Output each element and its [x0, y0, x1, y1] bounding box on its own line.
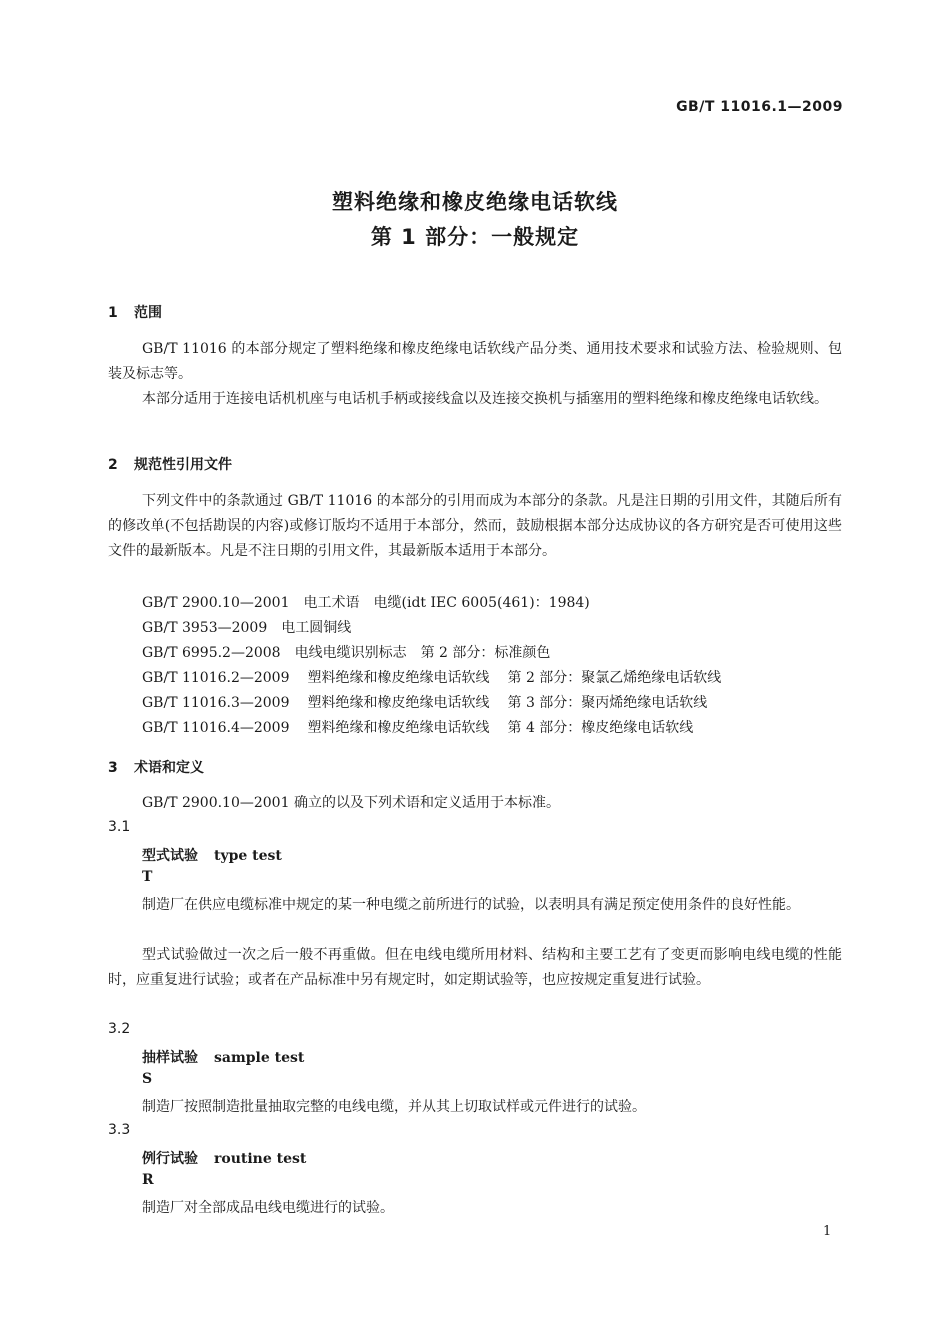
document-title: 塑料绝缘和橡皮绝缘电话软线 — [332, 190, 618, 214]
term-note: 型式试验做过一次之后一般不再重做。但在电线电缆所用材料、结构和主要工艺有了变更而影响电线电缆的性能时，应重复进行试验；或者在产品标准中另有规定时，如定期试验等，也应按规定重复进行试验。 — [108, 947, 842, 988]
section-heading-normative-references — [108, 454, 232, 474]
reference-title: 电工术语 — [303, 595, 360, 611]
reference-item — [142, 667, 721, 687]
term-zh: 例行试验 — [142, 1151, 198, 1167]
term-heading — [142, 1148, 306, 1168]
reference-code: GB/T 6995.2—2008 — [142, 645, 281, 661]
section-title: 术语和定义 — [134, 760, 204, 776]
section-heading-terms — [108, 757, 204, 777]
reference-item — [142, 692, 707, 712]
paragraph: 下列文件中的条款通过 GB/T 11016 的本部分的引用而成为本部分的条款。凡是注日期的引用文件，其随后所有的修改单(不包括勘误的内容)或修订版均不适用于本部分，然而，鼓励根据本部分达成协议的各方研究是否可使用这些文件的最新版本。凡是不注日期的引用文件，其最新版本适用于本部分。 — [108, 493, 842, 559]
page-number: 1 — [823, 1224, 832, 1239]
reference-item — [142, 642, 550, 662]
term-heading — [142, 1047, 304, 1067]
document-subtitle: 第 1 部分：一般规定 — [370, 225, 580, 249]
reference-subtitle: 第 2 部分：聚氯乙烯绝缘电话软线 — [507, 670, 722, 686]
paragraph: 本部分适用于连接电话机机座与电话机手柄或接线盒以及连接交换机与插塞用的塑料绝缘和橡皮绝缘电话软线。 — [142, 391, 828, 407]
standard-code: GB/T 11016.1—2009 — [676, 99, 843, 115]
reference-subtitle: 第 4 部分：橡皮绝缘电话软线 — [507, 720, 694, 736]
reference-code: GB/T 2900.10—2001 — [142, 595, 290, 611]
reference-title: 电线电缆识别标志 — [294, 645, 407, 661]
reference-code: GB/T 11016.2—2009 — [142, 670, 290, 686]
paragraph: GB/T 2900.10—2001 确立的以及下列术语和定义适用于本标准。 — [142, 795, 560, 811]
term-number: 3.3 — [108, 1122, 131, 1138]
reference-title: 电工圆铜线 — [281, 620, 352, 636]
term-zh: 型式试验 — [142, 848, 198, 864]
term-en: sample test — [214, 1050, 305, 1066]
reference-item — [142, 617, 351, 637]
term-heading — [142, 845, 282, 865]
reference-title: 塑料绝缘和橡皮绝缘电话软线 — [307, 670, 490, 686]
section-number: 2 — [108, 457, 118, 473]
term-definition: 制造厂在供应电缆标准中规定的某一种电缆之前所进行的试验，以表明具有满足预定使用条件的良好性能。 — [142, 897, 800, 913]
term-en: type test — [214, 848, 282, 864]
reference-subtitle: 电缆(idt IEC 6005(461)：1984) — [373, 595, 590, 611]
reference-title: 塑料绝缘和橡皮绝缘电话软线 — [307, 720, 490, 736]
paragraph: GB/T 11016 的本部分规定了塑料绝缘和橡皮绝缘电话软线产品分类、通用技术要求和试验方法、检验规则、包装及标志等。 — [108, 341, 842, 382]
section-number: 1 — [108, 305, 118, 321]
section-title: 规范性引用文件 — [134, 457, 232, 473]
section-title: 范围 — [134, 305, 162, 321]
reference-code: GB/T 3953—2009 — [142, 620, 268, 636]
term-abbreviation: R — [142, 1172, 154, 1188]
section-heading-scope — [108, 302, 162, 322]
term-number: 3.1 — [108, 819, 131, 835]
term-definition: 制造厂对全部成品电线电缆进行的试验。 — [142, 1200, 394, 1216]
section-number: 3 — [108, 760, 118, 776]
reference-item — [142, 592, 590, 612]
reference-code: GB/T 11016.3—2009 — [142, 695, 290, 711]
term-number: 3.2 — [108, 1021, 131, 1037]
reference-item — [142, 717, 693, 737]
reference-subtitle: 第 3 部分：聚丙烯绝缘电话软线 — [507, 695, 708, 711]
term-abbreviation: S — [142, 1071, 153, 1087]
term-en: routine test — [214, 1151, 307, 1167]
term-zh: 抽样试验 — [142, 1050, 198, 1066]
term-definition: 制造厂按照制造批量抽取完整的电线电缆，并从其上切取试样或元件进行的试验。 — [142, 1099, 646, 1115]
reference-code: GB/T 11016.4—2009 — [142, 720, 290, 736]
reference-subtitle: 第 2 部分：标准颜色 — [420, 645, 551, 661]
reference-title: 塑料绝缘和橡皮绝缘电话软线 — [307, 695, 490, 711]
term-abbreviation: T — [142, 869, 153, 885]
